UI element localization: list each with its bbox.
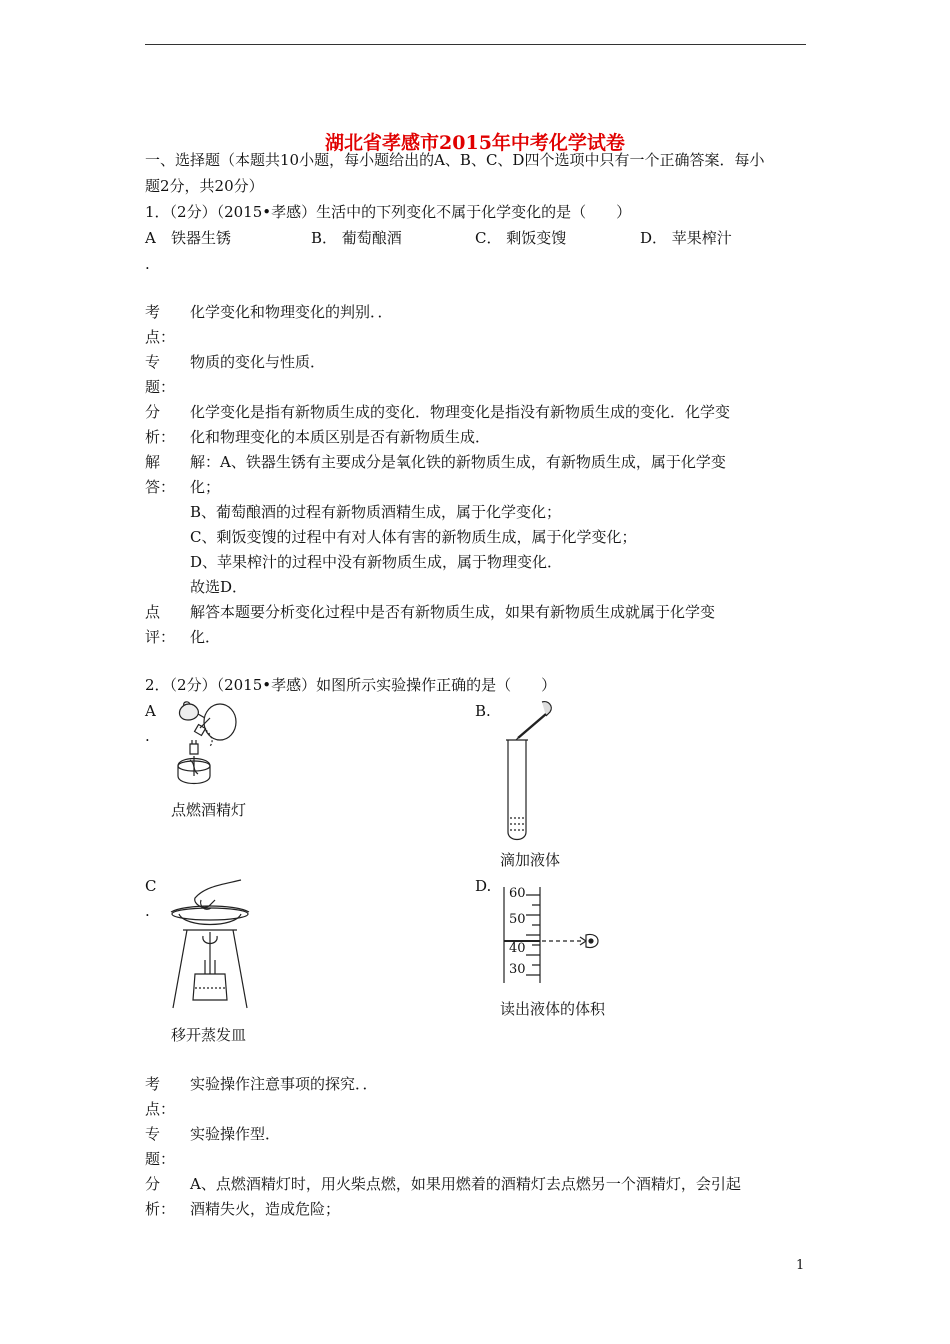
q2-stem: 2．（2分）（2015•孝感）如图所示实验操作正确的是（ ） [145,676,557,694]
q2-kaodian: 实验操作注意事项的探究．． [190,1075,378,1093]
q2-fenxi-line2: 酒精失火，造成危险； [190,1200,341,1218]
q2-fenxi-line1: A、点燃酒精灯时，用火柴点燃，如果用燃着的酒精灯去点燃另一个酒精灯，会引起 [190,1175,741,1193]
q1-kaodian-label-1: 考 [145,303,161,321]
q2-option-a-caption: 点燃酒精灯 [171,801,247,819]
section-heading-line1: 一、选择题（本题共10小题，每小题给出的A、B、C、D四个选项中只有一个正确答案．每小 [145,151,765,169]
q1-jieda-label-1: 解 [145,453,161,471]
q1-jieda-line3: B、葡萄酿酒的过程有新物质酒精生成，属于化学变化； [190,503,562,521]
q1-fenxi-line2: 化和物理变化的本质区别是否有新物质生成． [190,428,491,446]
alcohol-lamp-lighting-illustration [170,700,250,792]
q1-zhuanti-label-2: 题： [145,378,176,396]
cylinder-scale-40: 40 [509,941,526,956]
q2-option-c-dot: . [145,902,150,920]
q1-dianping-line2: 化． [190,628,221,646]
q2-zhuanti-label-2: 题： [145,1150,176,1168]
q1-jieda-line6: 故选D． [190,578,248,596]
q2-option-a-letter: A [145,702,156,720]
q1-kaodian-label-2: 点： [145,328,176,346]
q2-fenxi-label-2: 析： [145,1200,176,1218]
page-title: 湖北省孝感市2015年中考化学试卷 [325,132,625,154]
q1-option-d: D． 苹果榨汁 [640,229,732,247]
section-heading-line2: 题2分，共20分） [145,177,264,195]
dropper-test-tube-illustration [498,700,558,845]
q2-option-b-caption: 滴加液体 [500,851,561,869]
q1-option-b: B． 葡萄酿酒 [311,229,402,247]
q1-fenxi-label-2: 析： [145,428,176,446]
cylinder-scale-60: 60 [509,886,526,901]
q1-jieda-label-2: 答： [145,478,176,496]
q2-kaodian-label-1: 考 [145,1075,161,1093]
q1-fenxi-label-1: 分 [145,403,161,421]
q2-option-a-dot: . [145,727,150,745]
measuring-cylinder-illustration [500,885,610,985]
q2-option-d-letter: D. [475,877,492,895]
q2-fenxi-label-1: 分 [145,1175,161,1193]
cylinder-scale-30: 30 [509,962,526,977]
q1-dianping-label-1: 点 [145,603,161,621]
q2-option-c-caption: 移开蒸发皿 [171,1026,247,1044]
q2-option-d-caption: 读出液体的体积 [500,1000,606,1018]
q1-jieda-line1: 解：A、铁器生锈有主要成分是氧化铁的新物质生成，有新物质生成，属于化学变 [190,453,726,471]
cylinder-scale-50: 50 [509,912,526,927]
q1-stem: 1．（2分）（2015•孝感）生活中的下列变化不属于化学变化的是（ ） [145,203,632,221]
q1-fenxi-line1: 化学变化是指有新物质生成的变化．物理变化是指没有新物质生成的变化．化学变 [190,403,731,421]
q1-option-c: C． 剩饭变馊 [475,229,567,247]
q1-option-a-letter: A [145,229,156,247]
q2-option-c-letter: C [145,877,157,895]
q2-option-b-letter: B. [475,702,491,720]
q2-kaodian-label-2: 点： [145,1100,176,1118]
q1-zhuanti-label-1: 专 [145,353,161,371]
q1-zhuanti: 物质的变化与性质． [190,353,326,371]
q1-jieda-line2: 化； [190,478,221,496]
q1-dianping-line1: 解答本题要分析变化过程中是否有新物质生成，如果有新物质生成就属于化学变 [190,603,716,621]
q1-dianping-label-2: 评： [145,628,176,646]
evaporating-dish-illustration [165,876,255,1016]
q1-jieda-line4: C、剩饭变馊的过程中有对人体有害的新物质生成，属于化学变化； [190,528,637,546]
q1-option-a: 铁器生锈 [171,229,232,247]
q1-kaodian: 化学变化和物理变化的判别．． [190,303,393,321]
q2-zhuanti-label-1: 专 [145,1125,161,1143]
header-rule [145,44,806,45]
q2-zhuanti: 实验操作型． [190,1125,281,1143]
q1-jieda-line5: D、苹果榨汁的过程中没有新物质生成，属于物理变化． [190,553,563,571]
q1-option-a-dot: . [145,255,150,273]
page-number: 1 [796,1258,805,1273]
